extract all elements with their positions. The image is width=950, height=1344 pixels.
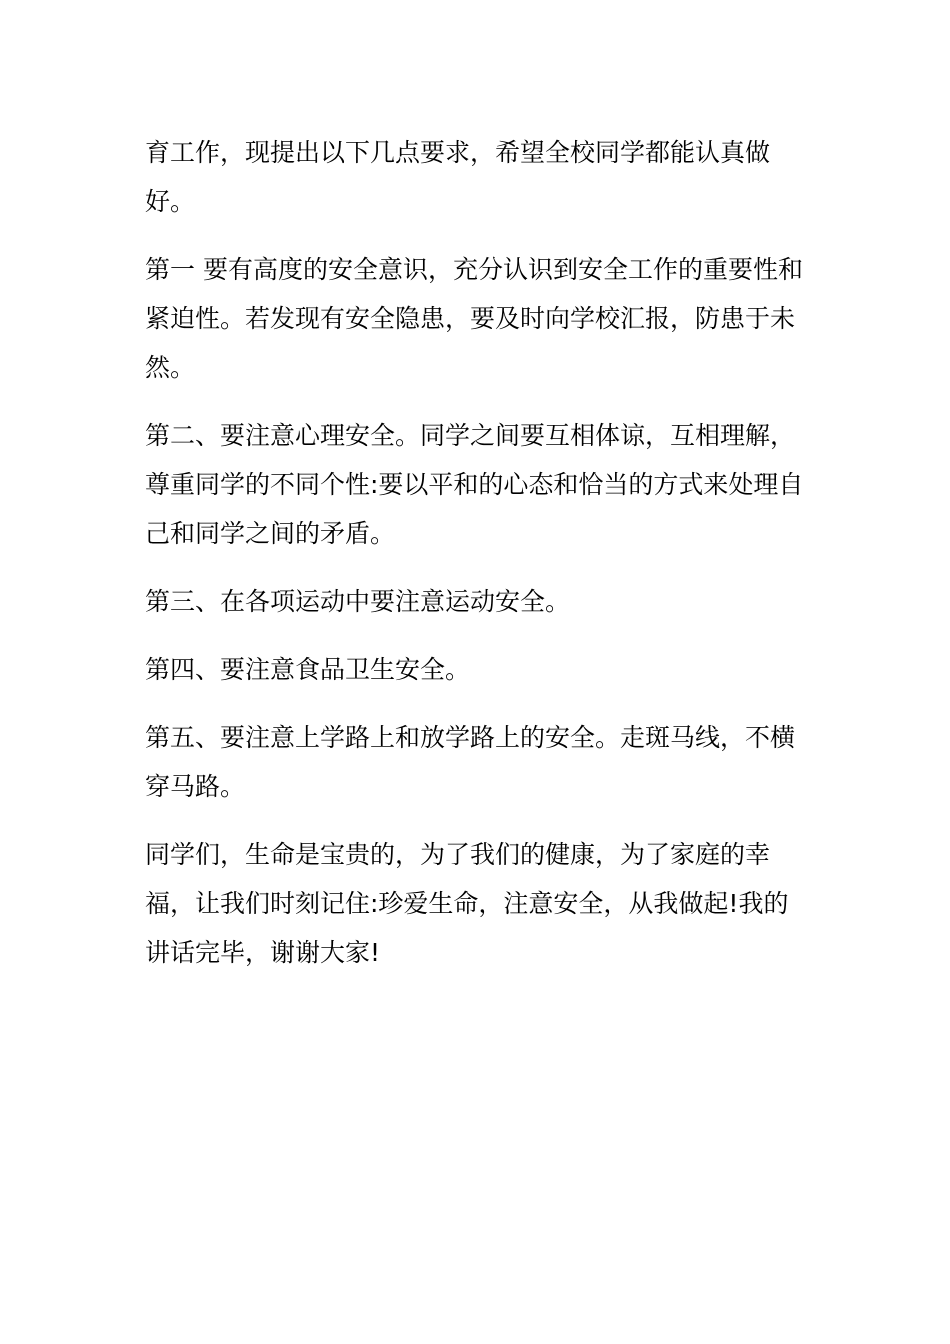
- paragraph-closing: 同学们，生命是宝贵的，为了我们的健康，为了家庭的幸福，让我们时刻记住:珍爱生命，注意安全，从我做起!我的讲话完毕，谢谢大家!: [145, 840, 789, 967]
- paragraph-point-three: 第三、在各项运动中要注意运动安全。: [145, 587, 571, 616]
- paragraph-point-one: 第一 要有高度的安全意识，充分认识到安全工作的重要性和紧迫性。若发现有安全隐患，要及时向学校汇报，防患于未然。: [145, 255, 803, 382]
- document-body: [145, 128, 810, 996]
- paragraph-point-two: 第二、要注意心理安全。同学之间要互相体谅，互相理解，尊重同学的不同个性:要以平和的心态和恰当的方式来处理自己和同学之间的矛盾。: [145, 421, 804, 548]
- paragraph-intro-continuation: 育工作，现提出以下几点要求，希望全校同学都能认真做好。: [145, 138, 771, 216]
- paragraph-point-four: 第四、要注意食品卫生安全。: [145, 655, 471, 684]
- paragraph-point-five: 第五、要注意上学路上和放学路上的安全。走斑马线，不横穿马路。: [145, 723, 796, 801]
